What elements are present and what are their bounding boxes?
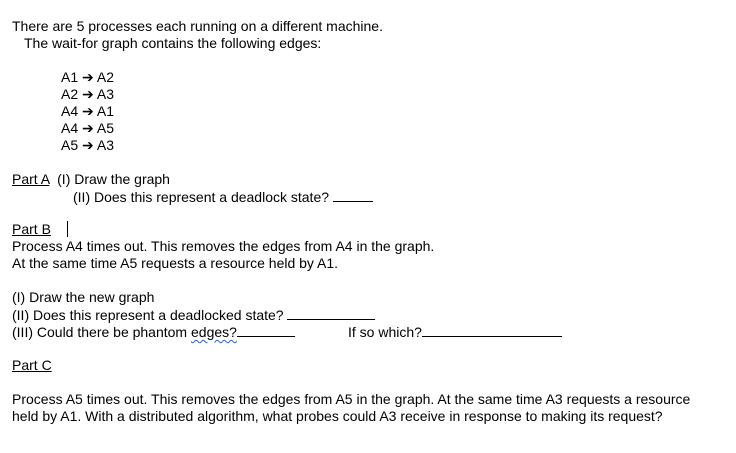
part-c-heading-line (12, 357, 52, 374)
edge-item: A5 ➔ A3 (61, 137, 114, 153)
part-c-heading: Part C (12, 357, 52, 373)
edge-item: A4 ➔ A1 (61, 103, 114, 119)
edge-item: A2 ➔ A3 (61, 86, 114, 102)
part-c-text-2: held by A1. With a distributed algorithm, what probes could A3 receive in response to making its request? (12, 408, 663, 424)
part-a-q1: (I) Draw the graph (57, 171, 170, 187)
answer-blank[interactable] (422, 323, 562, 337)
part-a-heading: Part A (12, 171, 50, 187)
part-a-line-1 (12, 171, 170, 188)
part-b-q2: (II) Does this represent a deadlocked state? (12, 307, 284, 323)
spellcheck-word: edges? (191, 324, 237, 340)
part-a-line-2 (73, 188, 373, 205)
edge-item: A4 ➔ A5 (61, 120, 114, 136)
part-b-text-2: At the same time A5 requests a resource held by A1. (12, 255, 339, 271)
edge-item: A1 ➔ A2 (61, 69, 114, 85)
intro-line-2: The wait-for graph contains the following edges: (24, 35, 322, 51)
part-b-q1: (I) Draw the new graph (12, 289, 155, 305)
part-b-line-q3 (12, 323, 295, 340)
answer-blank[interactable] (333, 188, 373, 202)
part-b-line-q3-followup (348, 323, 562, 340)
text-cursor (67, 221, 68, 237)
part-b-q3-followup: If so which? (348, 324, 422, 340)
answer-blank[interactable] (237, 323, 295, 337)
answer-blank[interactable] (287, 306, 375, 320)
part-b-line-q2 (12, 306, 375, 323)
part-b-heading: Part B (12, 221, 51, 237)
part-a-q2: (II) Does this represent a deadlock state? (73, 189, 330, 205)
part-b-text-1: Process A4 times out. This removes the edges from A4 in the graph. (12, 238, 435, 254)
intro-line-1: There are 5 processes each running on a different machine. (12, 18, 383, 34)
part-c-text-1: Process A5 times out. This removes the edges from A5 in the graph. At the same time A3 requests a resource (12, 391, 691, 407)
part-b-q3-start: (III) Could there be phantom (12, 324, 191, 340)
part-b-heading-line (12, 221, 51, 238)
